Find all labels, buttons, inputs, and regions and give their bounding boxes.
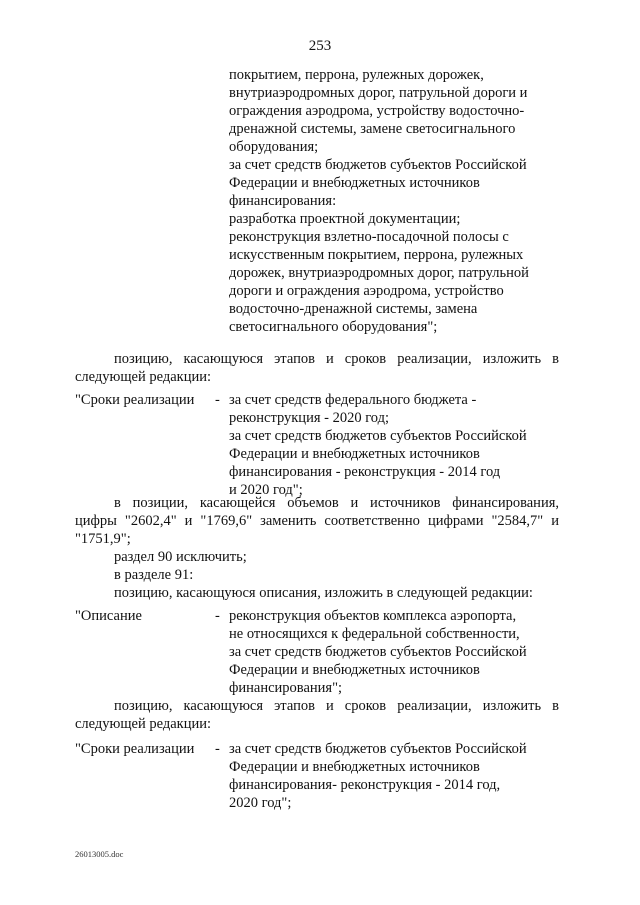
entry-dash: - [215,741,220,757]
text-line: реконструкция объектов комплекса аэропорта, [229,608,517,624]
text-line: дорожек, внутриаэродромных дорог, патрульной [229,265,529,281]
text-line: Федерации и внебюджетных источников [229,446,480,462]
text-line: не относящихся к федеральной собственности, [229,626,520,642]
text-line: водосточно-дренажной системы, замена [229,301,478,317]
text-line: финансирования"; [229,680,343,696]
text-line: дренажной системы, замене светосигнального [229,121,516,137]
text-line: оборудования; [229,139,319,155]
paragraph-line: "1751,9"; [75,531,131,547]
page-number: 253 [308,38,332,54]
paragraph-line: следующей редакции: [75,716,212,732]
entry-text-block [229,391,527,499]
paragraph-line: раздел 90 исключить; [114,549,247,565]
continued-text-block [229,66,529,336]
text-line: дороги и ограждения аэродрома, устройство [229,283,504,299]
text-line: за счет средств бюджетов субъектов Российской [229,644,527,660]
text-line: за счет средств федерального бюджета - [229,392,477,408]
entry-text-block [229,607,527,697]
paragraph-line: позицию, касающуюся этапов и сроков реализации, изложить в [114,698,559,714]
text-line: Федерации и внебюджетных источников [229,759,480,775]
text-line: ограждения аэродрома, устройству водосточно- [229,103,525,119]
paragraph-line: позицию, касающуюся описания, изложить в следующей редакции: [114,585,533,601]
entry-label: "Сроки реализации [75,741,195,757]
text-line: внутриаэродромных дорог, патрульной дороги и [229,85,528,101]
text-line: финансирования: [229,193,337,209]
paragraph-line: в разделе 91: [114,567,194,583]
text-line: Федерации и внебюджетных источников [229,175,480,191]
entry-dash: - [215,392,220,408]
entry-label: "Сроки реализации [75,392,195,408]
footer-file-code: 26013005.doc [75,849,124,859]
paragraph-line: следующей редакции: [75,369,212,385]
text-line: разработка проектной документации; [229,211,461,227]
text-line: финансирования - реконструкция - 2014 год [229,464,501,480]
text-line: и 2020 год"; [229,482,303,498]
text-line: искусственным покрытием, перрона, рулежных [229,247,524,263]
text-line: за счет средств бюджетов субъектов Российской [229,157,527,173]
text-line: за счет средств бюджетов субъектов Российской [229,428,527,444]
text-line: светосигнального оборудования"; [229,319,438,335]
text-line: покрытием, перрона, рулежных дорожек, [229,67,484,83]
paragraph-line: цифры "2602,4" и "1769,6" заменить соответственно цифрами "2584,7" и [75,513,559,529]
paragraph-line: позицию, касающуюся этапов и сроков реализации, изложить в [114,351,559,367]
text-line: реконструкция взлетно-посадочной полосы с [229,229,509,245]
entry-text-block [229,740,527,812]
text-line: за счет средств бюджетов субъектов Российской [229,741,527,757]
text-line: 2020 год"; [229,795,292,811]
entry-label: "Описание [75,608,142,624]
entry-dash: - [215,608,220,624]
text-line: реконструкция - 2020 год; [229,410,390,426]
text-line: финансирования- реконструкция - 2014 год, [229,777,501,793]
text-line: Федерации и внебюджетных источников [229,662,480,678]
paragraph-line: в позиции, касающейся объемов и источников финансирования, [114,495,559,511]
